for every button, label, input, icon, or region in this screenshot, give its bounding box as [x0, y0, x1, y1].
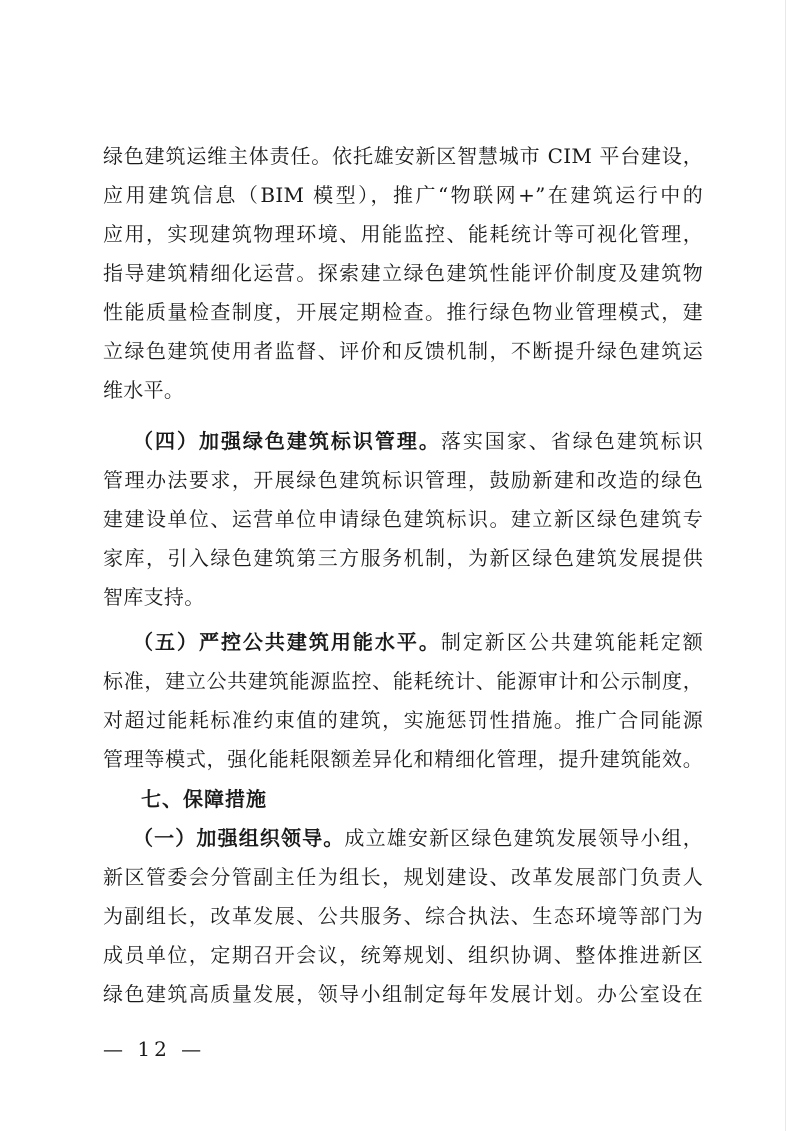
text-line: 家库，引入绿色建筑第三方服务机制，为新区绿色建筑发展提供	[103, 546, 703, 570]
text-line: 绿色建筑高质量发展，领导小组制定每年发展计划。办公室设在	[103, 982, 703, 1006]
paragraph-first-line	[103, 422, 703, 461]
subsection-heading: （四）加强绿色建筑标识管理。	[133, 429, 441, 453]
text-line: 指导建筑精细化运营。探索建立绿色建筑性能评价制度及建筑物	[103, 261, 703, 285]
page-number: — 12 —	[103, 1037, 206, 1061]
text-line: 新区管委会分管副主任为组长，规划建设、改革发展部门负责人	[103, 865, 703, 889]
text-line: 性能质量检查制度，开展定期检查。推行绿色物业管理模式，建	[103, 300, 703, 324]
paragraph-label-management	[103, 422, 703, 617]
paragraph-energy-control	[103, 623, 703, 779]
text-run: 成立雄安新区绿色建筑发展领导小组，	[344, 826, 703, 850]
text-line: 成员单位，定期召开会议，统筹规划、组织协调、整体推进新区	[103, 943, 703, 967]
text-line: 建建设单位、运营单位申请绿色建筑标识。建立新区绿色建筑专	[103, 507, 703, 531]
text-line: 应用建筑信息（BIM 模型），推广“物联网+”在建筑运行中的	[103, 183, 703, 207]
subsection-heading: （五）严控公共建筑用能水平。	[133, 630, 441, 654]
text-line: 对超过能耗标准约束值的建筑，实施惩罚性措施。推广合同能源	[103, 708, 703, 732]
paragraph-operation-responsibility	[103, 137, 703, 410]
text-run: 制定新区公共建筑能耗定额	[440, 630, 703, 654]
text-line: 标准，建立公共建筑能源监控、能耗统计、能源审计和公示制度，	[103, 669, 703, 693]
text-line: 立绿色建筑使用者监督、评价和反馈机制，不断提升绿色建筑运	[103, 339, 703, 363]
text-line: 智库支持。	[103, 585, 205, 609]
paragraph-first-line	[103, 819, 703, 858]
subsection-heading: （一）加强组织领导。	[133, 826, 345, 850]
paragraph-first-line	[103, 623, 703, 662]
text-line: 绿色建筑运维主体责任。依托雄安新区智慧城市 CIM 平台建设，	[103, 144, 703, 168]
page-edge-line	[785, 0, 786, 1131]
text-run: 落实国家、省绿色建筑标识	[440, 429, 703, 453]
text-line: 应用，实现建筑物理环境、用能监控、能耗统计等可视化管理，	[103, 222, 703, 246]
text-line: 管理办法要求，开展绿色建筑标识管理，鼓励新建和改造的绿色	[103, 468, 703, 492]
text-line: 维水平。	[103, 378, 185, 402]
text-line: 管理等模式，强化能耗限额差异化和精细化管理，提升建筑能效。	[103, 747, 703, 771]
text-line: 为副组长，改革发展、公共服务、综合执法、生态环境等部门为	[103, 904, 703, 928]
paragraph-organization-leadership	[103, 819, 703, 1014]
section-heading: 七、保障措施	[141, 787, 267, 811]
